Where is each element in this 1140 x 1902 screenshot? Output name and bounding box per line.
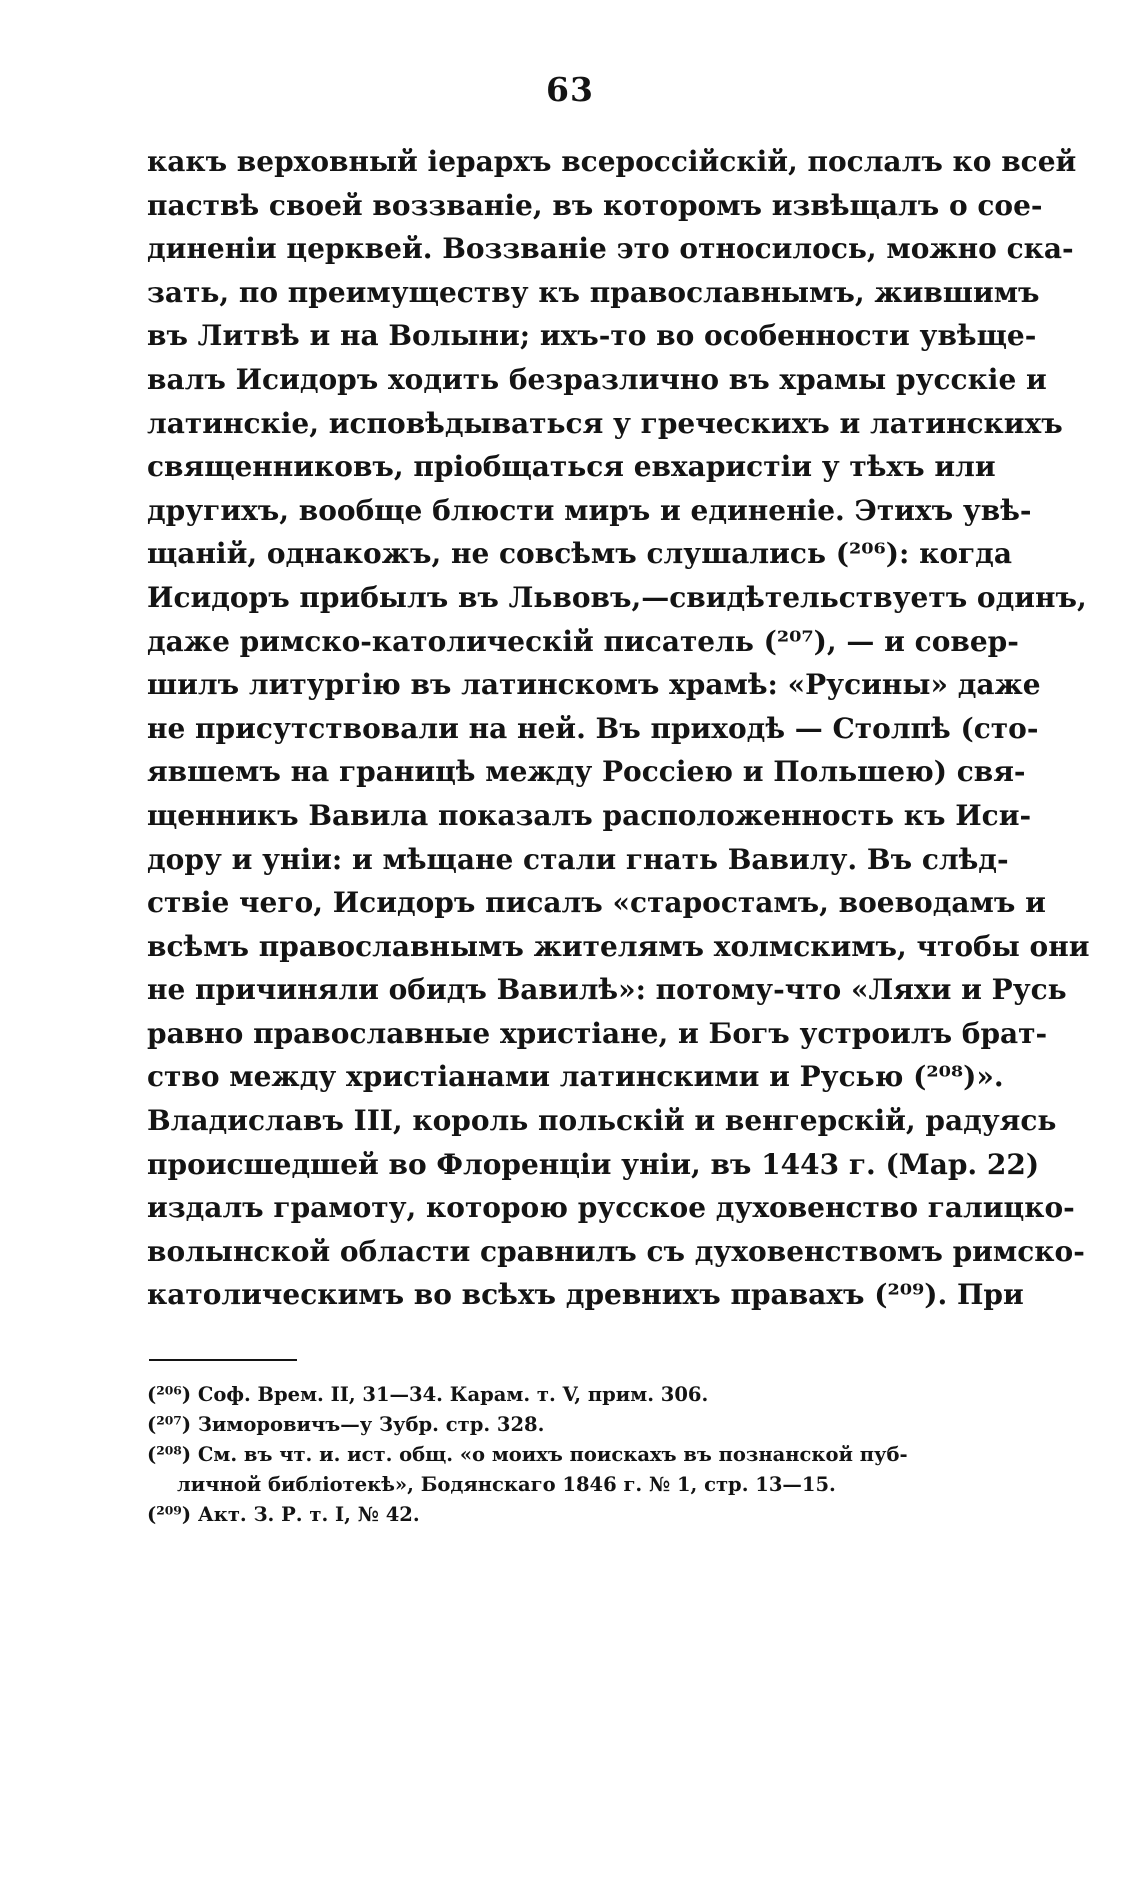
text-line: священниковъ, пріобщаться евхаристіи у тѣхъ или	[147, 450, 996, 484]
text-line: ство между христіанами латинскими и Русью (²⁰⁸)».	[147, 1060, 1004, 1094]
text-line: зать, по преимуществу къ православнымъ, жившимъ	[147, 275, 1040, 309]
text-line: шилъ литургію въ латинскомъ храмѣ: «Русины» даже	[147, 668, 1041, 702]
text-line: явшемъ на границѣ между Россіею и Польшею) свя-	[147, 755, 1026, 789]
text-line: какъ верховный іерархъ всероссійскій, послалъ ко всей	[147, 145, 1077, 178]
text-line: ствіе чего, Исидоръ писалъ «старостамъ, воеводамъ и	[147, 886, 1046, 920]
footnotes	[147, 1380, 995, 1530]
text-line: щаній, однакожъ, не совсѣмъ слушались (²⁰⁶): когда	[147, 537, 1012, 571]
footnote: (²⁰⁹) Акт. З. Р. т. I, № 42.	[147, 1503, 420, 1526]
text-line: щенникъ Вавила показалъ расположенность къ Иси-	[147, 798, 1032, 832]
text-line: валъ Исидоръ ходить безразлично въ храмы русскіе и	[147, 362, 1047, 396]
text-line: даже римско-католическій писатель (²⁰⁷), — и совер-	[147, 624, 1019, 658]
text-line: въ Литвѣ и на Волыни; ихъ-то во особенности увѣще-	[147, 319, 1037, 353]
text-line: диненіи церквей. Воззваніе это относилось, можно ска-	[147, 232, 1074, 266]
text-line: дору и уніи: и мѣщане стали гнать Вавилу. Въ слѣд-	[147, 842, 1009, 876]
text-line: паствѣ своей воззваніе, въ которомъ извѣщалъ о сое-	[147, 188, 1043, 222]
footnote: (²⁰⁶) Соф. Врем. II, 31—34. Карам. т. V, прим. 306.	[147, 1383, 709, 1406]
text-line: равно православные христіане, и Богъ устроилъ брат-	[147, 1016, 1048, 1050]
footnote-continuation: личной библіотекѣ», Бодянскаго 1846 г. № 1, стр. 13—15.	[177, 1473, 836, 1496]
text-line: происшедшей во Флоренціи уніи, въ 1443 г. (Мар. 22)	[147, 1147, 1040, 1181]
text-line: всѣмъ православнымъ жителямъ холмскимъ, чтобы они	[147, 929, 1090, 963]
text-line: другихъ, вообще блюсти миръ и единеніе. Этихъ увѣ-	[147, 493, 1032, 527]
text-line: волынской области сравнилъ съ духовенствомъ римско-	[147, 1234, 1085, 1268]
text-line: латинскіе, исповѣдываться у греческихъ и латинскихъ	[147, 406, 1063, 440]
footnote-divider	[149, 1359, 297, 1361]
text-line: католическимъ во всѣхъ древнихъ правахъ (²⁰⁹). При	[147, 1278, 1024, 1312]
footnote: (²⁰⁸) См. въ чт. и. ист. общ. «о моихъ поискахъ въ познанской пуб-	[147, 1443, 908, 1466]
text-line: Исидоръ прибылъ въ Львовъ,—свидѣтельствуетъ одинъ,	[147, 580, 1087, 614]
text-line: не причиняли обидъ Вавилѣ»: потому-что «Ляхи и Русь	[147, 973, 1067, 1007]
text-line: не присутствовали на ней. Въ приходѣ — Столпѣ (сто-	[147, 711, 1039, 745]
text-line: издалъ грамоту, которою русское духовенство галицко-	[147, 1191, 1075, 1225]
main-text	[147, 140, 1090, 1317]
text-line: Владиславъ III, король польскій и венгерскій, радуясь	[147, 1104, 1057, 1138]
page-number: 63	[546, 70, 594, 109]
footnote: (²⁰⁷) Зиморовичъ—у Зубр. стр. 328.	[147, 1413, 545, 1436]
